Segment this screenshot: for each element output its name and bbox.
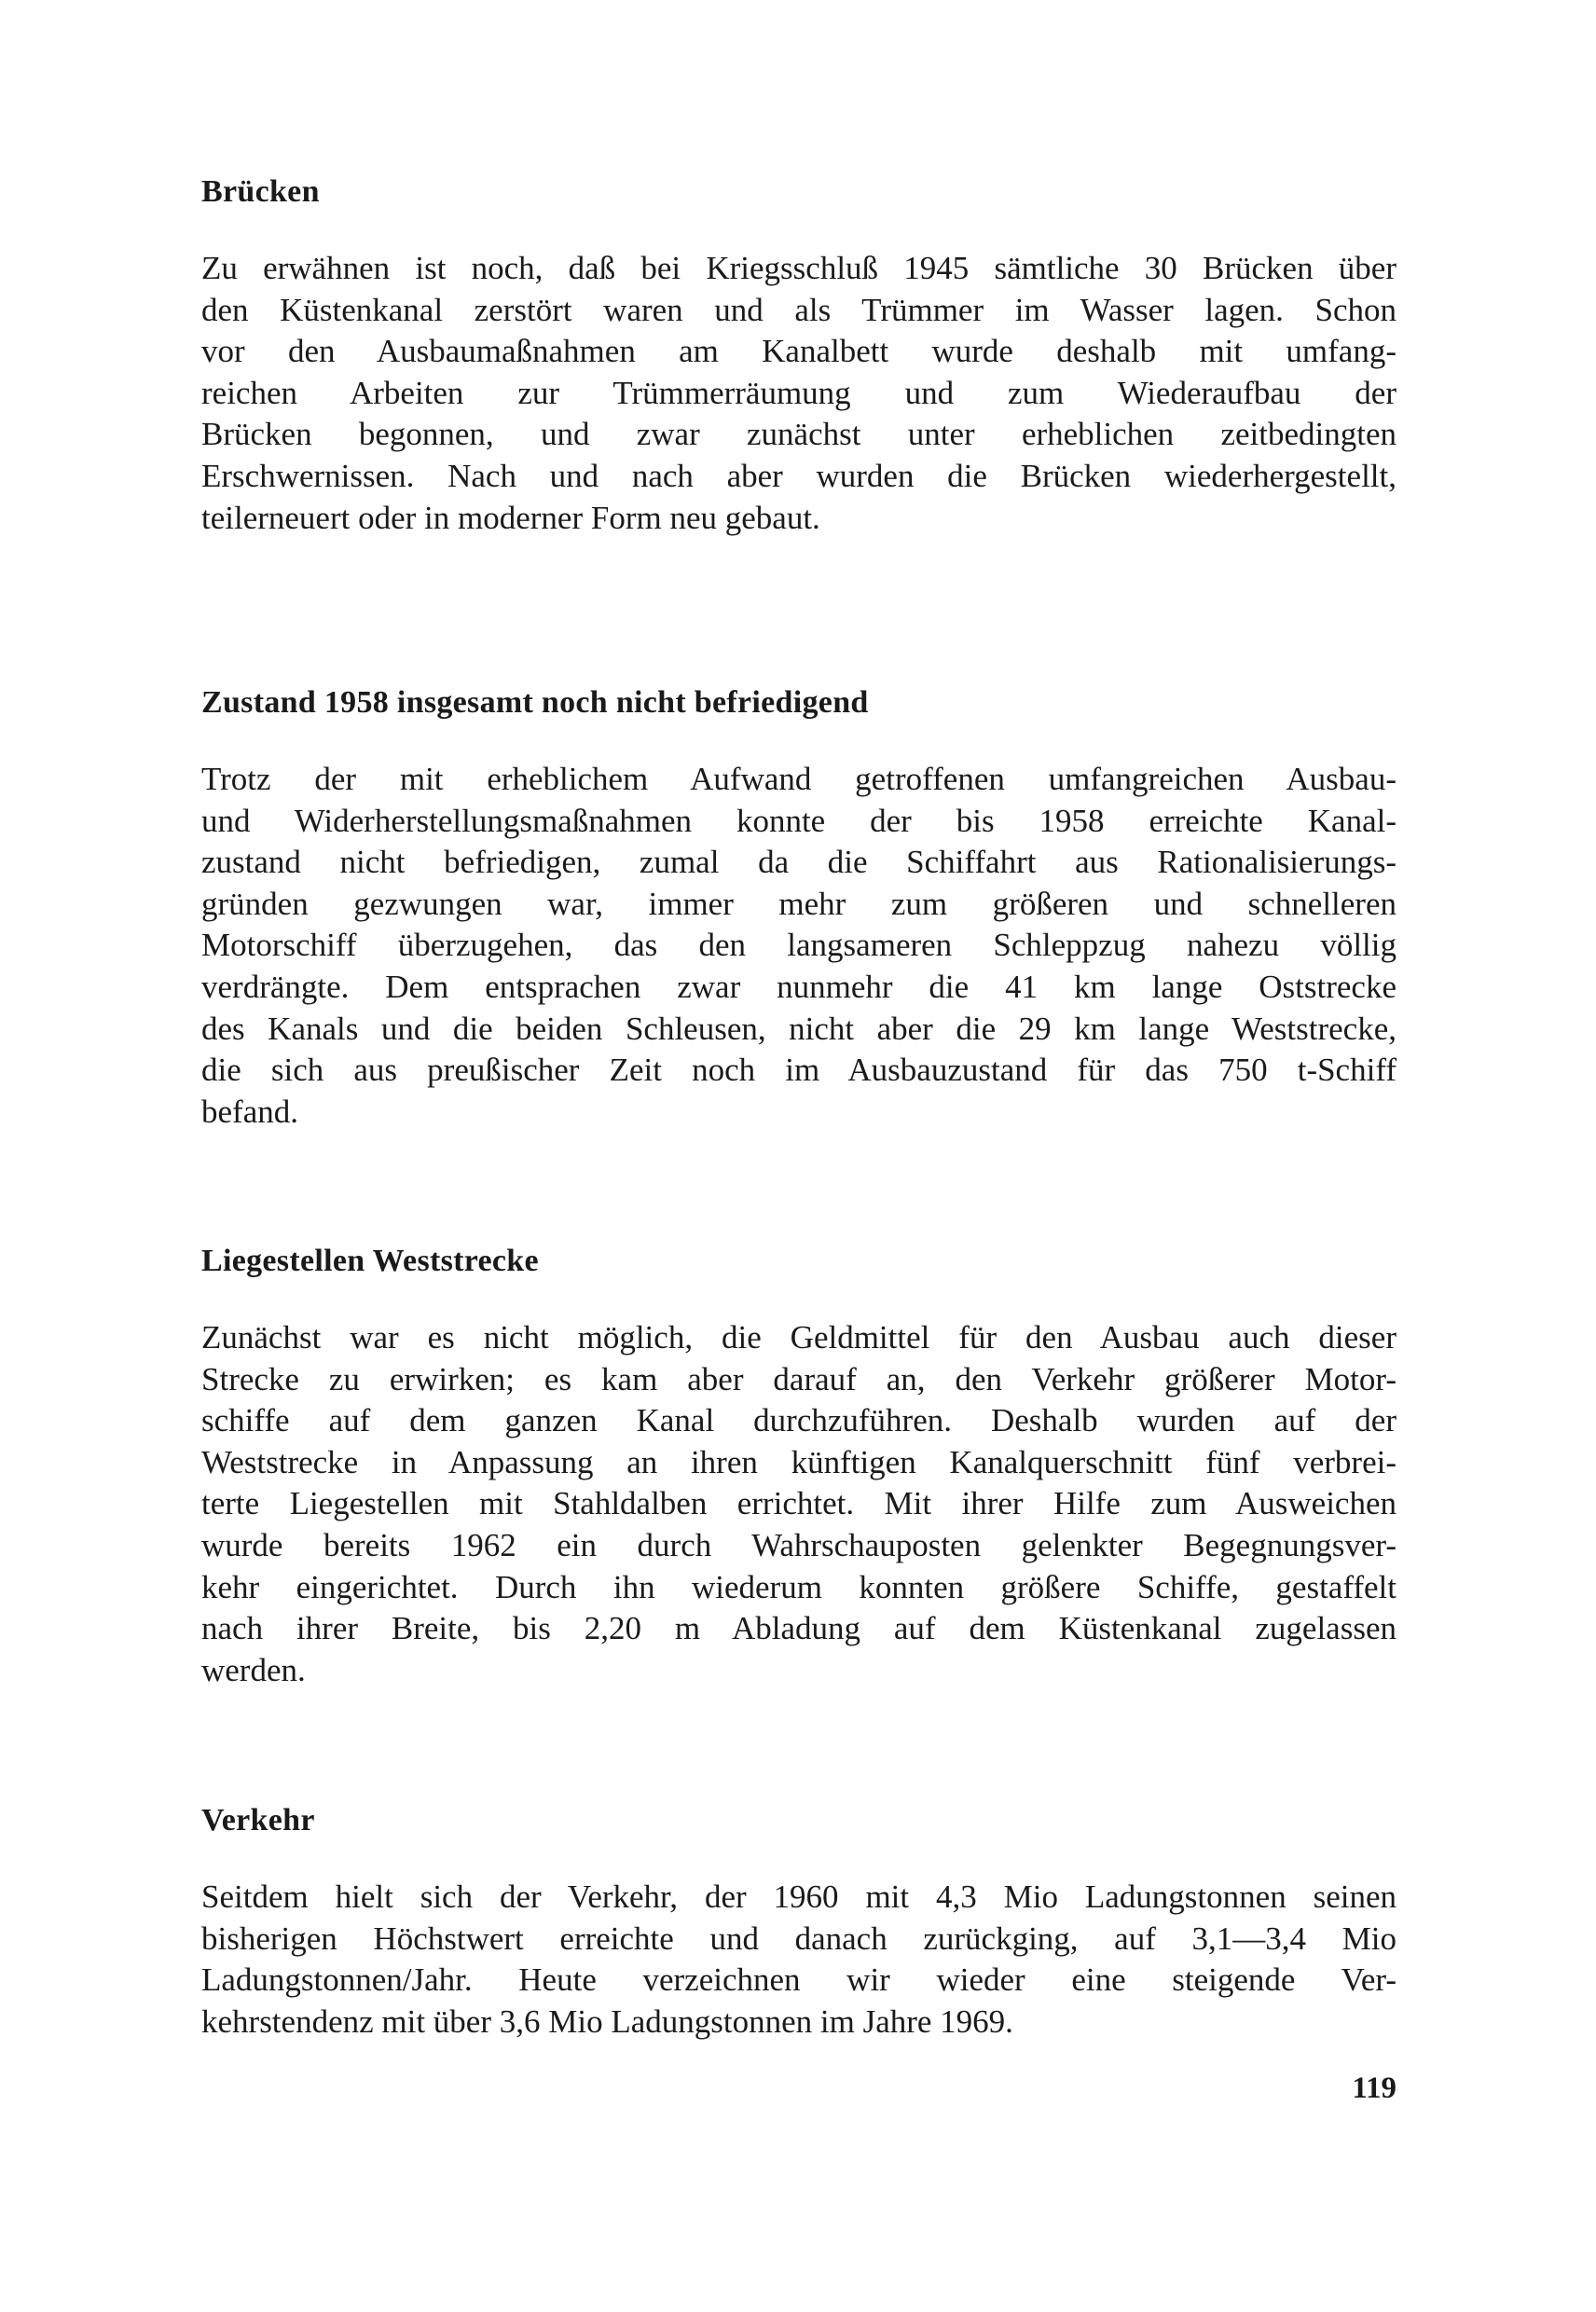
text-line: kehr eingerichtet. Durch ihn wiederum konnten größere Schiffe, gestaffelt (201, 1568, 1396, 1605)
text-line: Motorschiff überzugehen, das den langsameren Schleppzug nahezu völlig (201, 927, 1396, 964)
text-line: Erschwernissen. Nach und nach aber wurden die Brücken wiederhergestellt, (201, 457, 1396, 494)
paragraph (201, 248, 1396, 539)
paragraph (201, 1317, 1396, 1691)
paragraph (201, 1877, 1396, 2043)
text-line: Seitdem hielt sich der Verkehr, der 1960 mit 4,3 Mio Ladungstonnen seinen (201, 1878, 1396, 1915)
section-heading: Brücken (201, 174, 320, 209)
section (201, 1241, 1396, 1691)
text-line: verdrängte. Dem entsprachen zwar nunmehr die 41 km lange Oststrecke (201, 968, 1396, 1005)
text-line: vor den Ausbaumaßnahmen am Kanalbett wurde deshalb mit umfang- (201, 333, 1396, 370)
page-number: 119 (1352, 2071, 1396, 2105)
section (201, 172, 1396, 539)
text-line: Brücken begonnen, und zwar zunächst unter erheblichen zeitbedingten (201, 416, 1396, 453)
text-line: Strecke zu erwirken; es kam aber darauf an, den Verkehr größerer Motor- (201, 1360, 1396, 1397)
text-line: zustand nicht befriedigen, zumal da die Schiffahrt aus Rationalisierungs- (201, 844, 1396, 881)
text-line: schiffe auf dem ganzen Kanal durchzuführen. Deshalb wurden auf der (201, 1402, 1396, 1439)
text-line: werden. (201, 1651, 306, 1688)
section (201, 1800, 1396, 2043)
text-line: kehrstendenz mit über 3,6 Mio Ladungstonnen im Jahre 1969. (201, 2002, 1013, 2040)
text-line: wurde bereits 1962 ein durch Wahrschauposten gelenkter Begegnungsver- (201, 1526, 1396, 1563)
section (201, 682, 1396, 1133)
section-heading: Verkehr (201, 1803, 315, 1837)
paragraph (201, 759, 1396, 1133)
text-line: Trotz der mit erheblichem Aufwand getroffenen umfangreichen Ausbau- (201, 761, 1396, 797)
text-line: bisherigen Höchstwert erreichte und danach zurückging, auf 3,1—3,4 Mio (201, 1920, 1396, 1957)
text-line: und Widerherstellungsmaßnahmen konnte der bis 1958 erreichte Kanal- (201, 802, 1396, 839)
text-line: gründen gezwungen war, immer mehr zum größeren und schnelleren (201, 885, 1396, 922)
text-line: befand. (201, 1093, 298, 1130)
section-heading: Zustand 1958 insgesamt noch nicht befriedigend (201, 685, 869, 720)
text-line: teilerneuert oder in moderner Form neu gebaut. (201, 499, 820, 536)
text-line: terte Liegestellen mit Stahldalben errichtet. Mit ihrer Hilfe zum Ausweichen (201, 1485, 1396, 1522)
text-line: reichen Arbeiten zur Trümmerräumung und zum Wiederaufbau der (201, 374, 1396, 411)
text-line: den Küstenkanal zerstört waren und als Trümmer im Wasser lagen. Schon (201, 291, 1396, 328)
section-heading: Liegestellen Weststrecke (201, 1244, 539, 1278)
text-line: Weststrecke in Anpassung an ihren künftigen Kanalquerschnitt fünf verbrei- (201, 1443, 1396, 1480)
text-line: des Kanals und die beiden Schleusen, nicht aber die 29 km lange Weststrecke, (201, 1010, 1396, 1047)
text-line: die sich aus preußischer Zeit noch im Ausbauzustand für das 750 t-Schiff (201, 1052, 1396, 1089)
text-line: nach ihrer Breite, bis 2,20 m Abladung auf dem Küstenkanal zugelassen (201, 1610, 1396, 1647)
text-line: Ladungstonnen/Jahr. Heute verzeichnen wir wieder eine steigende Ver- (201, 1961, 1396, 1999)
text-line: Zu erwähnen ist noch, daß bei Kriegsschluß 1945 sämtliche 30 Brücken über (201, 250, 1396, 286)
text-line: Zunächst war es nicht möglich, die Geldmittel für den Ausbau auch dieser (201, 1319, 1396, 1356)
